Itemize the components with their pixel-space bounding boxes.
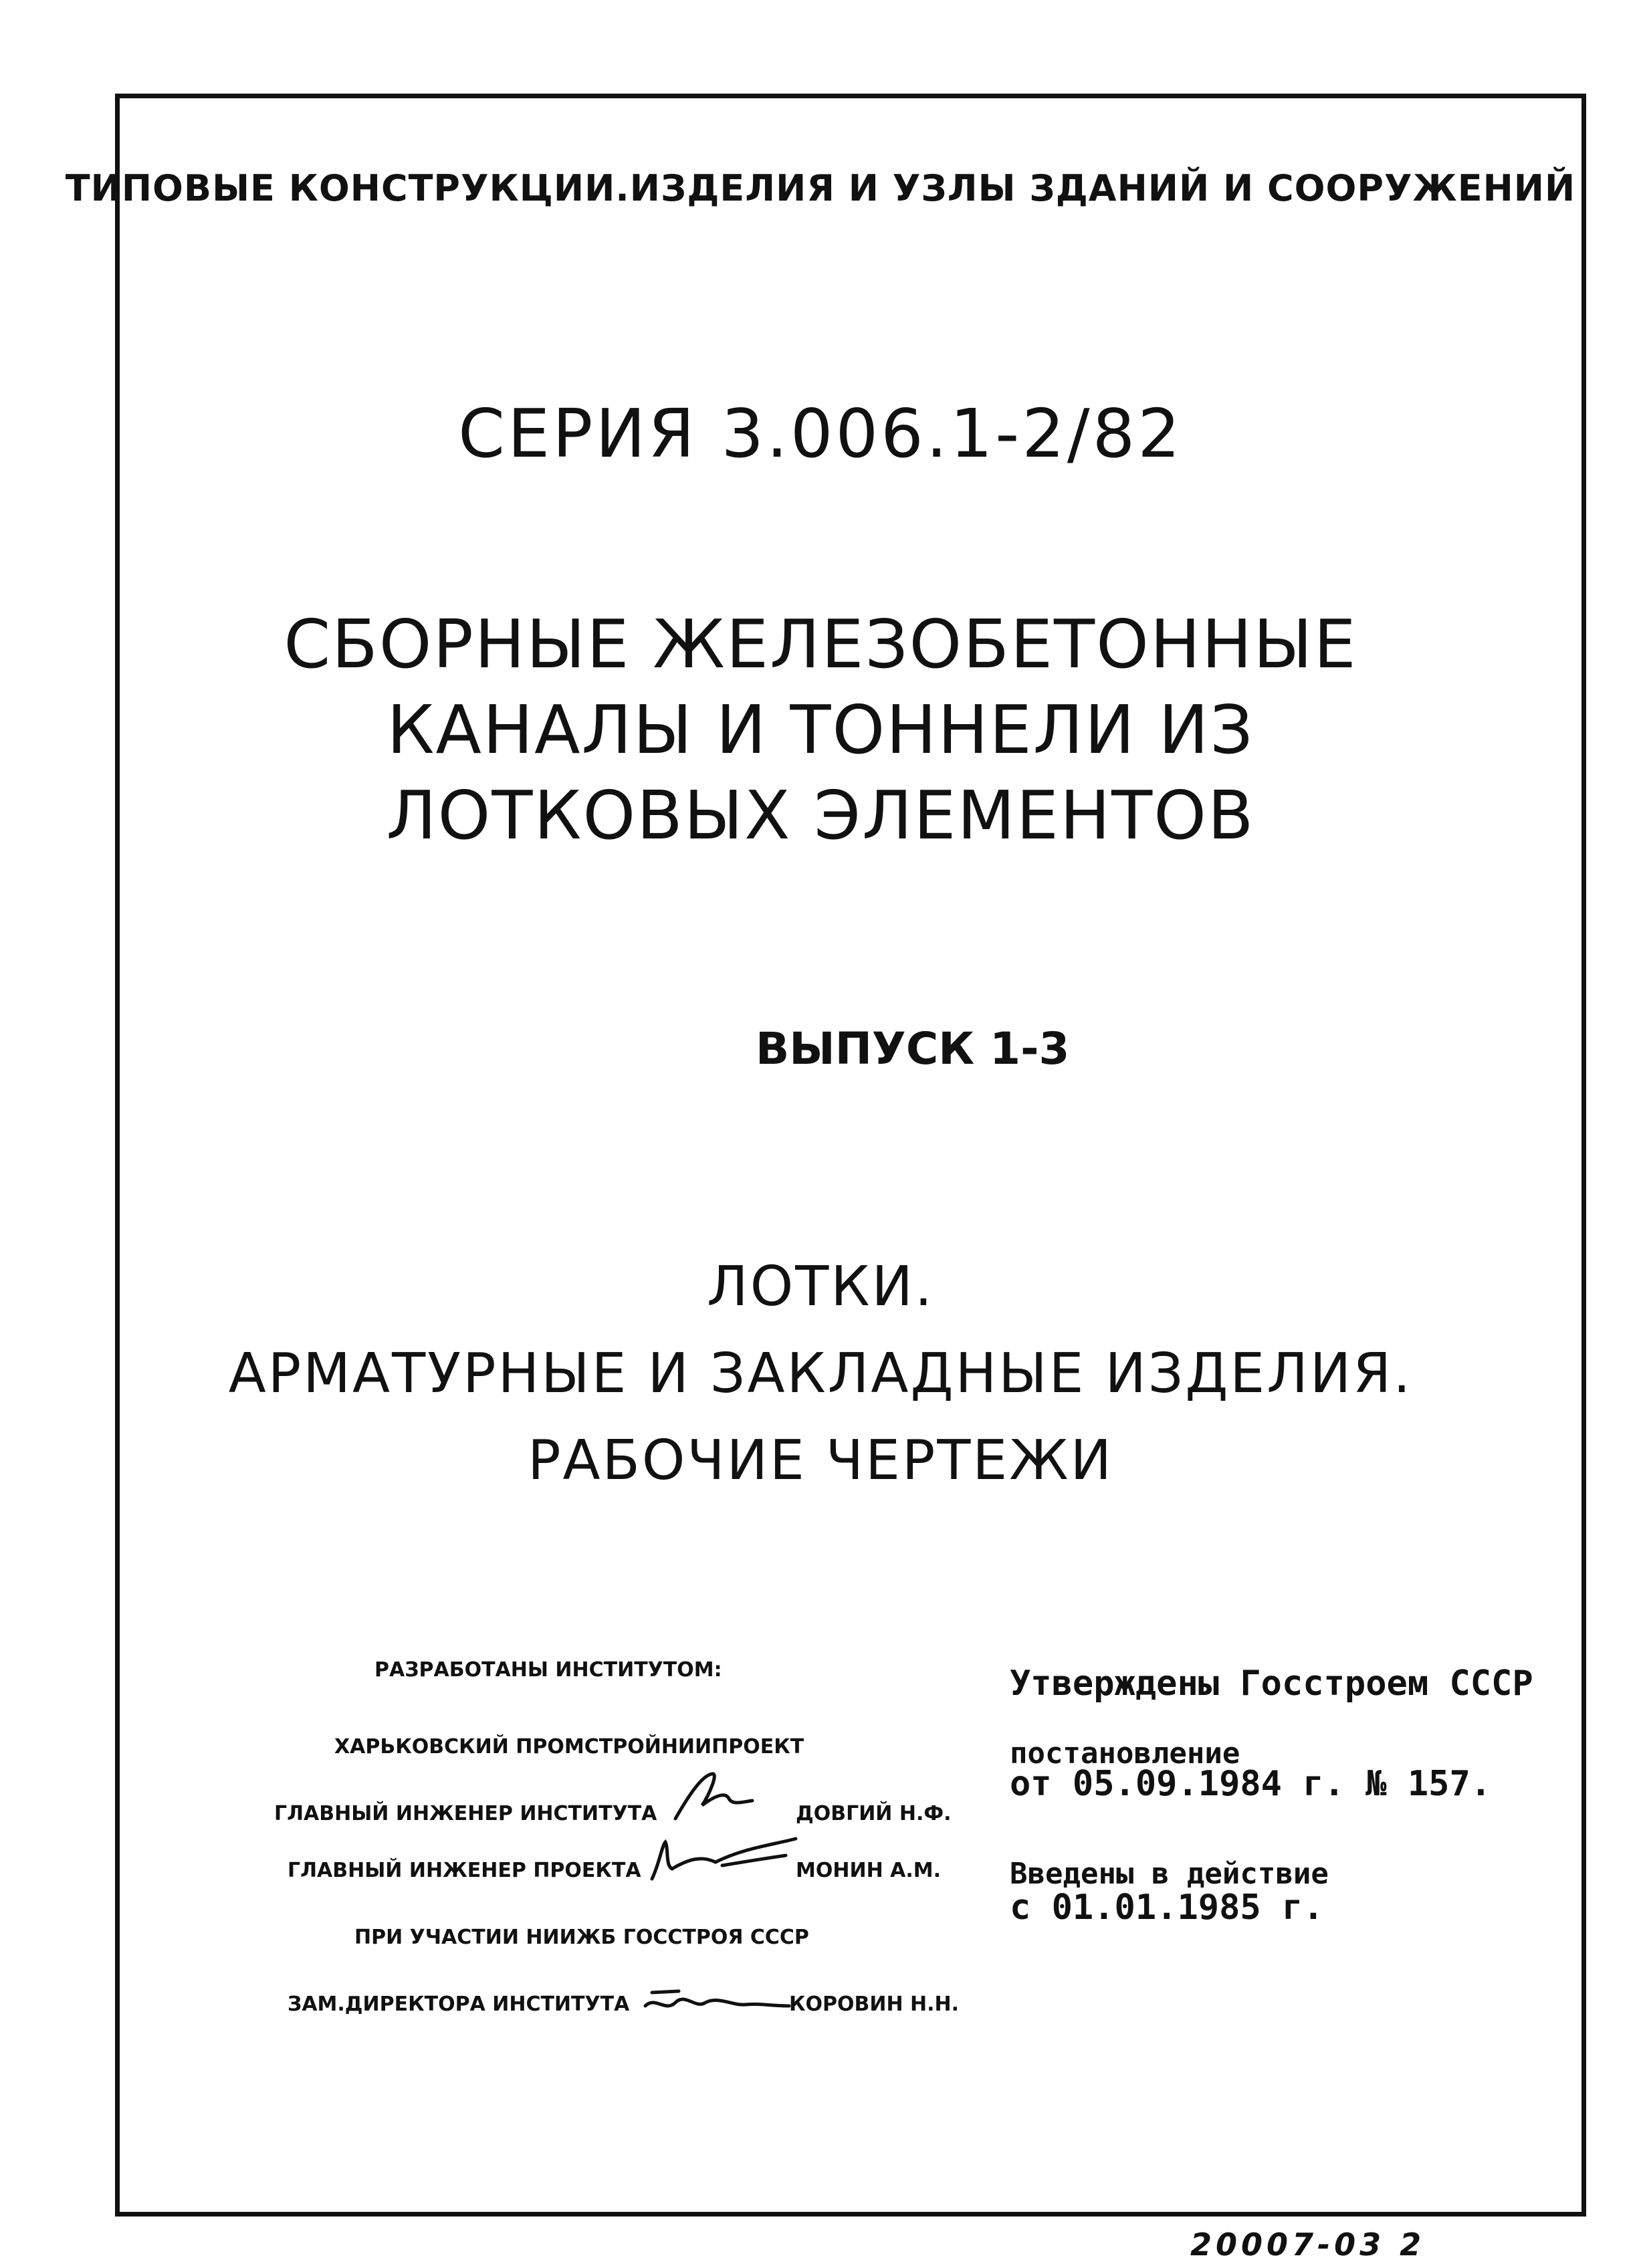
chief-engineer-project-name: МОНИН А.М. bbox=[796, 1859, 941, 1882]
series-title: СЕРИЯ 3.006.1-2/82 bbox=[458, 394, 1183, 473]
approval-line: Утверждены Госстроем СССР bbox=[1010, 1664, 1533, 1704]
deputy-director-name: КОРОВИН Н.Н. bbox=[789, 1993, 960, 2016]
title-line: ЛОТКОВЫХ ЭЛЕМЕНТОВ bbox=[386, 776, 1255, 855]
issue-label: ВЫПУСК 1-3 bbox=[756, 1023, 1070, 1074]
chief-engineer-institute-name: ДОВГИЙ Н.Ф. bbox=[796, 1802, 952, 1825]
document-number: 20007-03 2 bbox=[1190, 2227, 1426, 2263]
document-title bbox=[0, 602, 1641, 859]
subject-line: АРМАТУРНЫЕ И ЗАКЛАДНЫЕ ИЗДЕЛИЯ. bbox=[228, 1342, 1413, 1405]
approval-line: Введены в действие bbox=[1010, 1857, 1329, 1891]
subject-line: ЛОТКИ. bbox=[707, 1255, 934, 1319]
developer-institute: ХАРЬКОВСКИЙ ПРОМСТРОЙНИИПРОЕКТ bbox=[334, 1735, 804, 1759]
subject-line: РАБОЧИЕ ЧЕРТЕЖИ bbox=[528, 1429, 1113, 1492]
signature-dovgiy bbox=[662, 1769, 776, 1829]
chief-engineer-project-role: ГЛАВНЫЙ ИНЖЕНЕР ПРОЕКТА bbox=[288, 1859, 641, 1882]
signature-monin bbox=[642, 1825, 802, 1886]
deputy-director-role: ЗАМ.ДИРЕКТОРА ИНСТИТУТА bbox=[288, 1993, 630, 2016]
approval-line: от 05.09.1984 г. № 157. bbox=[1010, 1764, 1492, 1804]
title-line: СБОРНЫЕ ЖЕЛЕЗОБЕТОННЫЕ bbox=[284, 605, 1357, 683]
signature-korovin bbox=[639, 1972, 792, 2033]
header-caption: ТИПОВЫЕ КОНСТРУКЦИИ.ИЗДЕЛИЯ И УЗЛЫ ЗДАНИЙ И СООРУЖЕНИЙ bbox=[65, 167, 1576, 209]
approval-line: с 01.01.1985 г. bbox=[1010, 1888, 1324, 1928]
developers-heading: РАЗРАБОТАНЫ ИНСТИТУТОМ: bbox=[374, 1658, 722, 1682]
title-line: КАНАЛЫ И ТОННЕЛИ ИЗ bbox=[387, 691, 1254, 769]
participation-note: ПРИ УЧАСТИИ НИИЖБ ГОССТРОЯ СССР bbox=[354, 1926, 809, 1949]
document-subject bbox=[0, 1244, 1641, 1504]
chief-engineer-institute-role: ГЛАВНЫЙ ИНЖЕНЕР ИНСТИТУТА bbox=[274, 1802, 657, 1825]
approval-line: постановление bbox=[1010, 1736, 1240, 1771]
